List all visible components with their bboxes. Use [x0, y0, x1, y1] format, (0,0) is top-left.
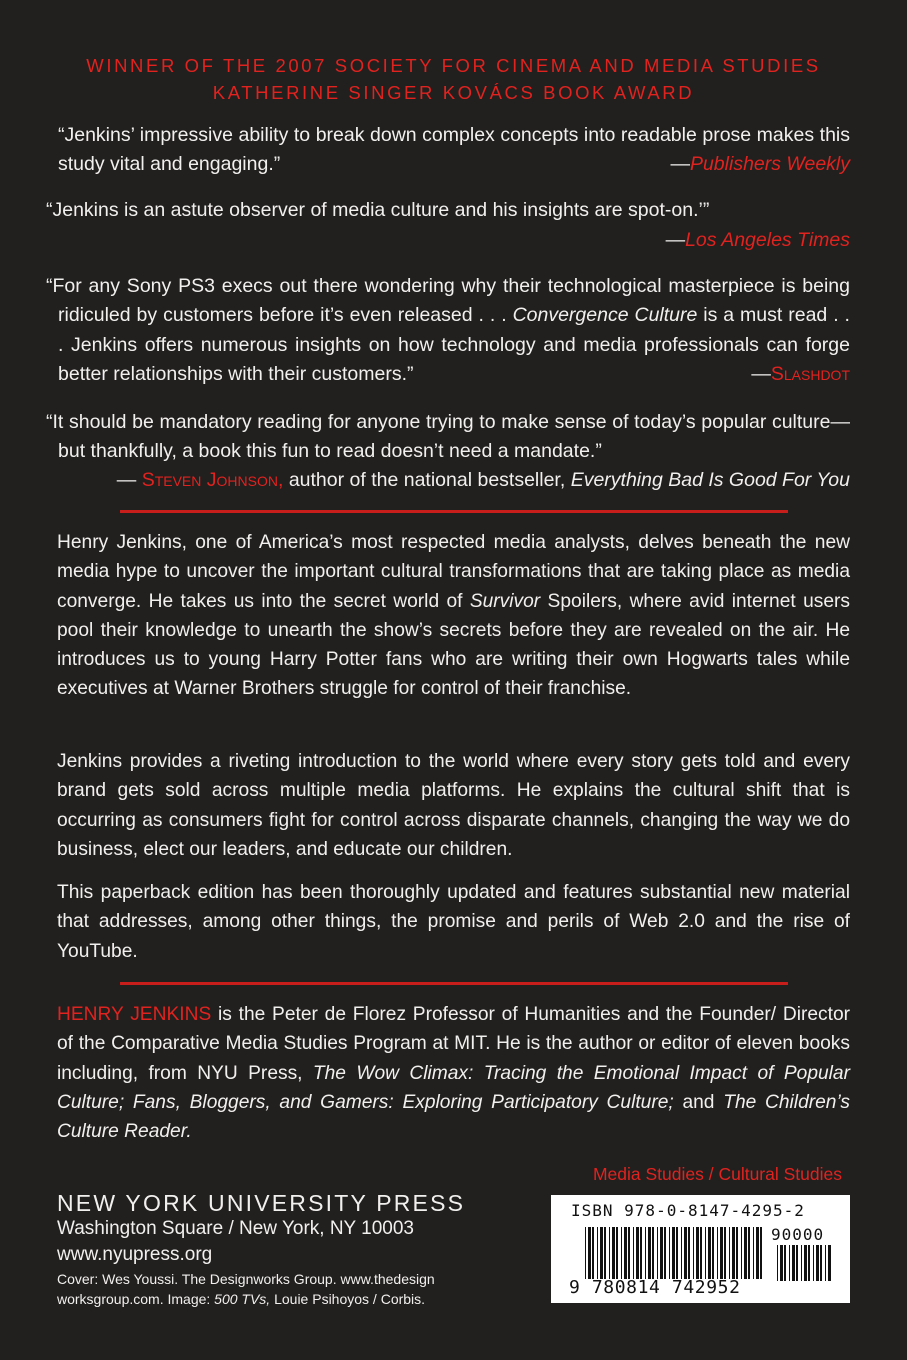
barcode-bar [825, 1245, 826, 1281]
publisher-name: NEW YORK UNIVERSITY PRESS [57, 1190, 466, 1216]
barcode-bar [804, 1245, 807, 1281]
quote-attribution: — Steven Johnson, author of the national bestseller, Everything Bad Is Good For You [116, 469, 850, 491]
description-paragraph-1 [57, 528, 850, 704]
barcode-bar [648, 1227, 651, 1279]
bio-text: is the Peter de Florez Professor of Humanities and the Founder/ Director of the Comparative Media Studies Program at MIT. He is the author or editor of eleven books including, from NYU Press, [57, 1004, 851, 1084]
barcode-bar [633, 1227, 634, 1279]
barcode-bar [780, 1245, 783, 1281]
barcode-main [585, 1227, 765, 1279]
credit-text: Louie Psihoyos / Corbis. [270, 1291, 426, 1307]
barcode-bar [621, 1227, 622, 1279]
barcode-bar [720, 1227, 723, 1279]
barcode-bar [616, 1227, 618, 1279]
quote-text: “It should be mandatory reading for anyone trying to make sense of today’s popular culture—but thankfully, a book this fun to read doesn’t need a mandate.” [46, 411, 850, 463]
quote-text-before: “For any Sony PS3 execs out there wondering why their technological masterpiece is being ridiculed by customers before it’s even released . . . [46, 275, 850, 327]
paragraph-text: Henry Jenkins, one of America’s most respected media analysts, delves beneath the new media hype to uncover the important cultural transformations that are taking place as media converge. He takes us into the secret world of [57, 532, 850, 612]
bio-text: and [673, 1091, 724, 1113]
barcode-bar [789, 1245, 790, 1281]
quote-source: Steven Johnson, [141, 469, 284, 491]
quote-source: Slashdot [770, 363, 850, 385]
barcode-bar [808, 1245, 810, 1281]
award-line-1: WINNER OF THE 2007 SOCIETY FOR CINEMA AND MEDIA STUDIES [86, 55, 821, 76]
publisher-url: www.nyupress.org [57, 1244, 213, 1265]
barcode-bar [592, 1227, 594, 1279]
award-line-2: KATHERINE SINGER KOVÁCS BOOK AWARD [212, 82, 695, 103]
barcode-bar [705, 1227, 706, 1279]
barcode-bar [816, 1245, 819, 1281]
quote-attribution: —Los Angeles Times [665, 229, 850, 251]
barcode-bar [640, 1227, 642, 1279]
quote-source-note: author of the national bestseller, [288, 469, 566, 491]
barcode-bar [792, 1245, 795, 1281]
barcode-bar [681, 1227, 682, 1279]
barcode-bar [784, 1245, 786, 1281]
cover-credit [57, 1269, 487, 1309]
price-code: 90000 [771, 1225, 825, 1244]
barcode-digits: 9 780814 742952 [569, 1277, 741, 1298]
barcode-bar [700, 1227, 702, 1279]
quote-source: Los Angeles Times [685, 229, 850, 251]
barcode-bar [676, 1227, 678, 1279]
barcode-panel [551, 1195, 850, 1303]
barcode-bar [828, 1245, 831, 1281]
barcode-bar [684, 1227, 687, 1279]
divider [120, 510, 788, 513]
description-paragraph-2: Jenkins provides a riveting introduction to the world where every story gets told and every brand gets sold across multiple media platforms. He explains the cultural shift that is occurring as consumers fight for control across disparate channels, changing the way we do business, elect our leaders, and educate our children. [57, 751, 850, 860]
barcode-bar [652, 1227, 654, 1279]
barcode-bar [777, 1245, 778, 1281]
book-title: The Children’s Culture Reader. [57, 1091, 850, 1143]
author-name: HENRY JENKINS [57, 1004, 212, 1025]
barcode-bar [636, 1227, 639, 1279]
barcode-bar [820, 1245, 822, 1281]
barcode-bar [609, 1227, 610, 1279]
image-title: 500 TVs, [214, 1291, 271, 1307]
quote-text: “Jenkins is an astute observer of media culture and his insights are spot-on.’” [46, 199, 710, 221]
quote-attribution: —Publishers Weekly [670, 153, 850, 175]
barcode-bar [732, 1227, 735, 1279]
quote-la-times [46, 196, 850, 225]
barcode-bar [712, 1227, 714, 1279]
isbn-label: ISBN 978-0-8147-4295-2 [571, 1201, 805, 1220]
barcode-bar [748, 1227, 750, 1279]
book-title: Convergence Culture [512, 304, 698, 327]
barcode-bar [753, 1227, 754, 1279]
barcode-bar [628, 1227, 630, 1279]
quote-steven-johnson [46, 408, 850, 467]
barcode-bar [736, 1227, 738, 1279]
barcode-bar [604, 1227, 606, 1279]
barcode-bar [696, 1227, 699, 1279]
quote-source: Publishers Weekly [689, 153, 850, 175]
paragraph-text: Spoilers, where avid internet users pool their knowledge to unearth the show’s secrets before they are revealed on the air. He introduces us to young Harry Potter fans who are writing their own Hogwarts tales while executives at Warner Brothers struggle for control of their franchise. [57, 590, 851, 700]
author-bio [57, 1000, 850, 1146]
category-label: Media Studies / Cultural Studies [592, 1164, 842, 1184]
award-banner [0, 52, 907, 106]
barcode-bar [760, 1227, 762, 1279]
quote-text-after: is a must read . . . Jenkins offers numerous insights on how technology and media professionals can forge better relationships with their customers.” [58, 304, 850, 385]
barcode-bar [801, 1245, 802, 1281]
barcode-bar [813, 1245, 814, 1281]
barcode-bar [672, 1227, 675, 1279]
barcode-bar [612, 1227, 615, 1279]
barcode-bar [717, 1227, 718, 1279]
divider [120, 982, 788, 985]
book-titles: The Wow Climax: Tracing the Emotional Impact of Popular Culture; Fans, Bloggers, and Gamers: Exploring Participatory Culture; [57, 1062, 850, 1113]
barcode-bar [669, 1227, 670, 1279]
show-title: Survivor [469, 590, 541, 612]
barcode-bar [585, 1227, 586, 1279]
barcode-bar [729, 1227, 730, 1279]
barcode-bar [724, 1227, 726, 1279]
publisher-address: Washington Square / New York, NY 10003 [57, 1218, 415, 1239]
barcode-bar [597, 1227, 598, 1279]
barcode-bar [796, 1245, 798, 1281]
barcode-bar [660, 1227, 663, 1279]
barcode-bar [645, 1227, 646, 1279]
barcode-bar [741, 1227, 742, 1279]
barcode-addon [777, 1245, 833, 1281]
barcode-bar [624, 1227, 627, 1279]
barcode-bar [664, 1227, 666, 1279]
barcode-bar [756, 1227, 759, 1279]
barcode-bar [600, 1227, 603, 1279]
barcode-bar [744, 1227, 747, 1279]
book-title: Everything Bad Is Good For You [570, 469, 850, 491]
barcode-bar [693, 1227, 694, 1279]
barcode-bar [708, 1227, 711, 1279]
barcode-bar [688, 1227, 690, 1279]
barcode-bar [588, 1227, 591, 1279]
credit-text: Cover: Wes Youssi. The Designworks Group. www.thedesign worksgroup.com. Image: [57, 1271, 435, 1307]
barcode-bar [657, 1227, 658, 1279]
quote-attribution: —Slashdot [751, 363, 850, 385]
description-paragraph-3: This paperback edition has been thoroughly updated and features substantial new material that addresses, among other things, the promise and perils of Web 2.0 and the rise of YouTube. [57, 882, 850, 962]
quote-text: “Jenkins’ impressive ability to break down complex concepts into readable prose makes this study vital and engaging.” [58, 124, 850, 176]
